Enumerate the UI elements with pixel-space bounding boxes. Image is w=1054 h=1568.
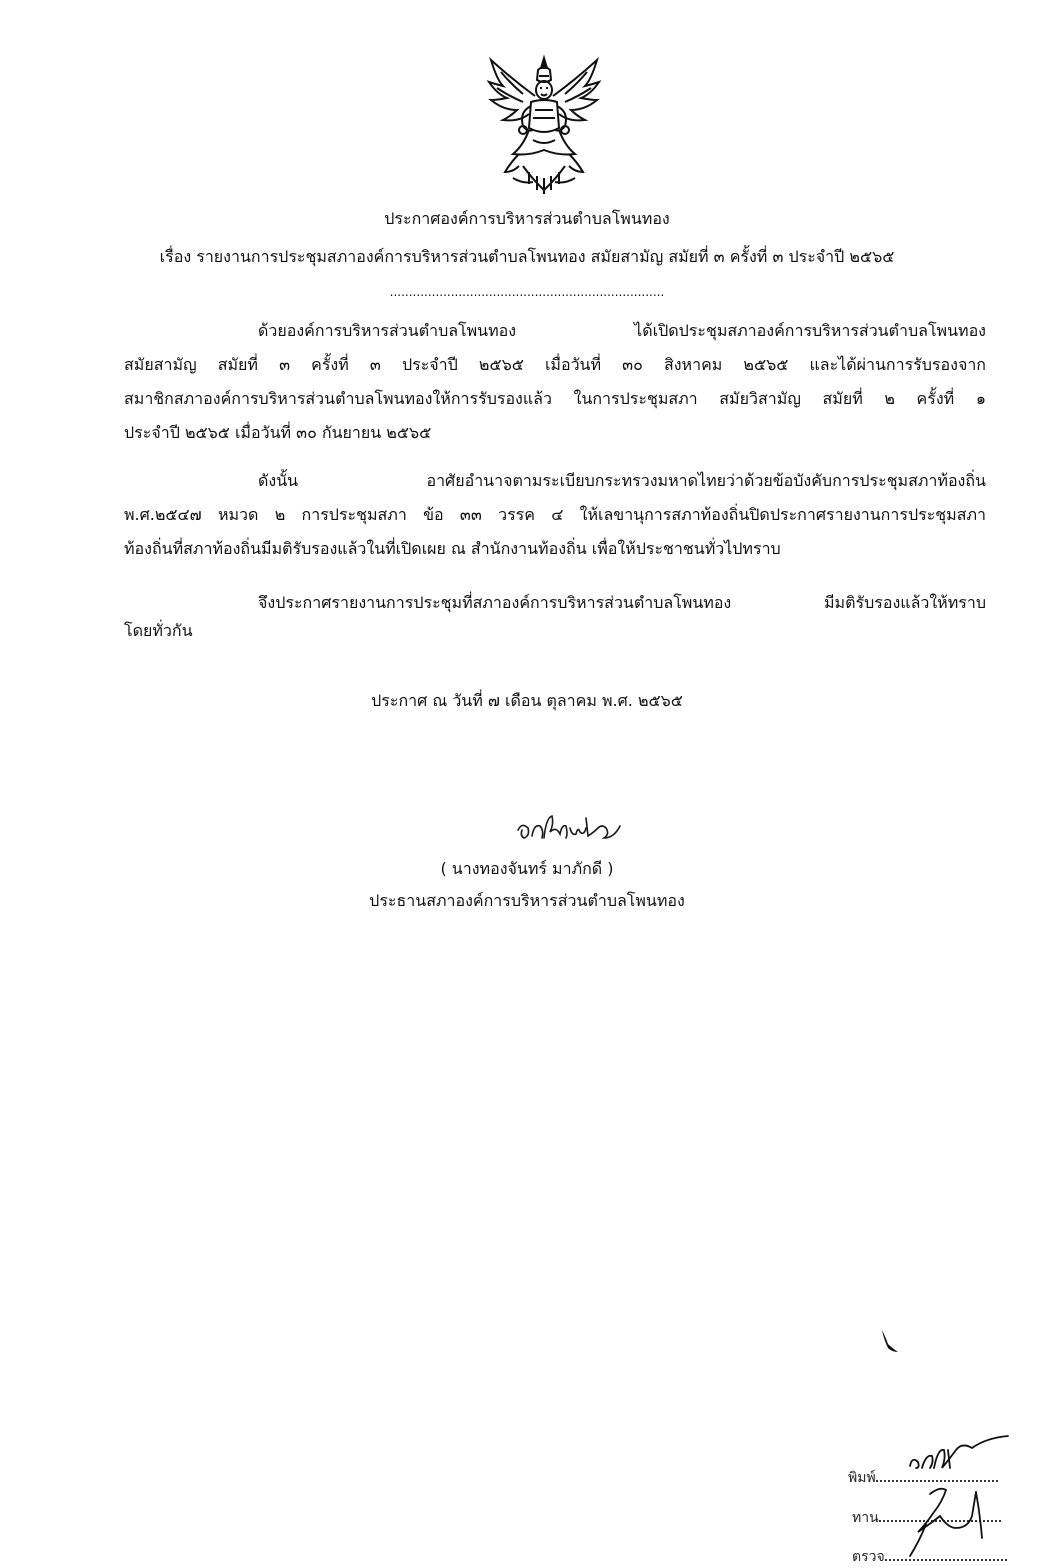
paragraph-1-line-2: สมัยสามัญ สมัยที่ ๓ ครั้งที่ ๓ ประจำปี ๒๕๖๕ เมื่อวันที่ ๓๐ สิงหาคม ๒๕๖๕ และได้ผ่านการรับรองจาก [124,355,986,374]
announcement-title: ประกาศองค์การบริหารส่วนตำบลโพนทอง [384,209,670,228]
initials-scribble [890,1428,1030,1568]
verified-label: ตรวจ [852,1549,885,1565]
paragraph-3-line-1: จึงประกาศรายงานการประชุมที่สภาองค์การบริหารส่วนตำบลโพนทอง มีมติรับรองแล้วให้ทราบ [258,593,986,612]
paragraph-1-line-1: ด้วยองค์การบริหารส่วนตำบลโพนทอง ได้เปิดประชุมสภาองค์การบริหารส่วนตำบลโพนทอง [258,321,986,340]
signatory-position: ประธานสภาองค์การบริหารส่วนตำบลโพนทอง [369,891,685,910]
handwritten-signature [514,806,624,848]
paragraph-2-line-2: พ.ศ.๒๕๔๗ หมวด ๒ การประชุมสภา ข้อ ๓๓ วรรค ๔ ให้เลขานุการสภาท้องถิ่นปิดประกาศรายงานการประชุมสภา [124,505,986,524]
separator-dots: ........................................................................ [389,285,665,299]
paragraph-1-line-3: สมาชิกสภาองค์การบริหารส่วนตำบลโพนทองให้การรับรองแล้ว ในการประชุมสภา สมัยวิสามัญ สมัยที่ ๒ ครั้งที่ ๑ [124,389,986,408]
paragraph-3-line-2: โดยทั่วกัน [124,621,193,640]
typed-label: พิมพ์ [848,1470,876,1486]
checked-label: ทาน [852,1510,879,1526]
announcement-date: ประกาศ ณ วันที่ ๗ เดือน ตุลาคม พ.ศ. ๒๕๖๕ [371,691,683,710]
paragraph-1-line-4: ประจำปี ๒๕๖๕ เมื่อวันที่ ๓๐ กันยายน ๒๕๖๕ [124,423,432,442]
paragraph-2-line-3: ท้องถิ่นที่สภาท้องถิ่นมีมติรับรองแล้วในที่เปิดเผย ณ สำนักงานท้องถิ่น เพื่อให้ประชาชนทั่วไปทราบ [124,539,781,558]
garuda-emblem-icon [483,50,605,198]
signatory-name: ( นางทองจันทร์ มาภักดี ) [440,859,614,878]
paragraph-2-line-1: ดังนั้น อาศัยอำนาจตามระเบียบกระทรวงมหาดไทยว่าด้วยข้อบังคับการประชุมสภาท้องถิ่น [258,471,986,490]
ink-mark [878,1328,902,1356]
announcement-subject: เรื่อง รายงานการประชุมสภาองค์การบริหารส่วนตำบลโพนทอง สมัยสามัญ สมัยที่ ๓ ครั้งที่ ๓ ประจำปี ๒๕๖๕ [159,247,895,266]
